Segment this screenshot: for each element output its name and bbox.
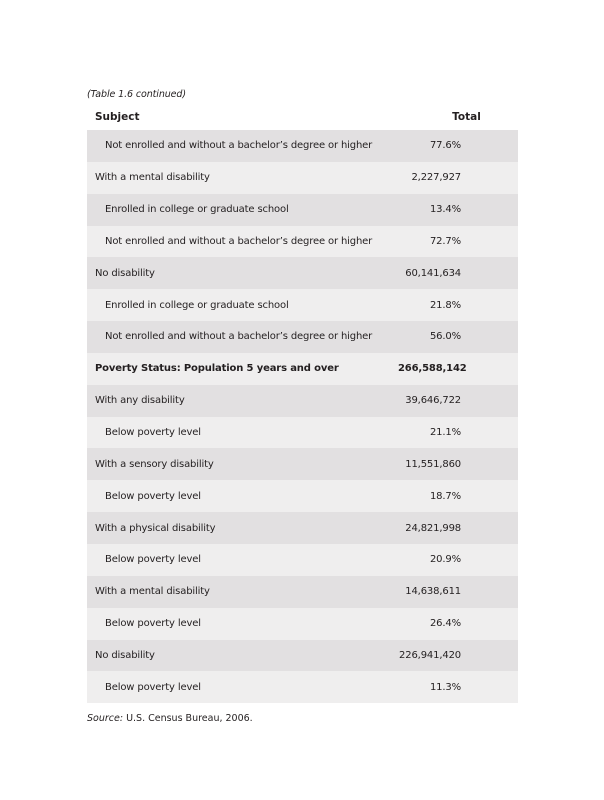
row-subject: Not enrolled and without a bachelor’s degree or higher [105, 140, 373, 152]
table-header [87, 104, 518, 130]
table-row [87, 671, 518, 703]
table-row [87, 640, 518, 672]
row-total: 2,227,927 [411, 172, 461, 184]
source-text: U.S. Census Bureau, 2006. [123, 713, 253, 724]
row-subject: With a mental disability [95, 586, 210, 598]
row-total: 266,588,142 [398, 363, 467, 375]
row-total: 14,638,611 [405, 586, 461, 598]
row-total: 21.1% [429, 427, 461, 439]
row-subject: Below poverty level [105, 618, 201, 630]
row-total: 11.3% [429, 681, 461, 693]
row-subject: Below poverty level [105, 681, 201, 693]
row-subject: Below poverty level [105, 427, 201, 439]
row-total: 56.0% [429, 331, 461, 343]
table-row [87, 130, 518, 162]
data-table [87, 104, 518, 703]
row-total: 60,141,634 [405, 267, 461, 279]
row-subject: Enrolled in college or graduate school [105, 299, 289, 311]
table-row [87, 162, 518, 194]
row-subject: Below poverty level [105, 490, 201, 502]
table-row [87, 321, 518, 353]
row-subject: No disability [95, 267, 155, 279]
row-subject: Not enrolled and without a bachelor’s degree or higher [105, 331, 373, 343]
table-row [87, 608, 518, 640]
table-row [87, 417, 518, 449]
row-total: 72.7% [429, 235, 461, 247]
row-subject: Not enrolled and without a bachelor’s degree or higher [105, 235, 373, 247]
table-row [87, 544, 518, 576]
row-subject: Poverty Status: Population 5 years and over [95, 363, 339, 375]
table-row [87, 226, 518, 258]
source-label: Source: [87, 713, 124, 724]
row-subject: Enrolled in college or graduate school [105, 204, 289, 216]
column-header-subject: Subject [95, 111, 140, 123]
row-total: 226,941,420 [399, 649, 461, 661]
table-row [87, 448, 518, 480]
row-total: 26.4% [429, 618, 461, 630]
table-row [87, 289, 518, 321]
row-total: 77.6% [429, 140, 461, 152]
row-total: 18.7% [429, 490, 461, 502]
table-row [87, 576, 518, 608]
table-row [87, 512, 518, 544]
row-subject: No disability [95, 649, 155, 661]
table-row [87, 257, 518, 289]
row-total: 21.8% [429, 299, 461, 311]
row-subject: With a mental disability [95, 172, 210, 184]
row-total: 13.4% [429, 204, 461, 216]
table-row [87, 194, 518, 226]
column-header-total: Total [452, 111, 481, 123]
row-total: 20.9% [429, 554, 461, 566]
table-row [87, 385, 518, 417]
row-subject: With a physical disability [95, 522, 216, 534]
table-row [87, 480, 518, 512]
row-total: 24,821,998 [405, 522, 461, 534]
row-subject: With a sensory disability [95, 458, 214, 470]
source-note [87, 713, 253, 724]
row-total: 11,551,860 [405, 458, 461, 470]
table-body [87, 130, 518, 703]
row-total: 39,646,722 [405, 395, 461, 407]
row-subject: With any disability [95, 395, 185, 407]
table-row [87, 353, 518, 385]
table-caption: (Table 1.6 continued) [87, 89, 186, 100]
row-subject: Below poverty level [105, 554, 201, 566]
